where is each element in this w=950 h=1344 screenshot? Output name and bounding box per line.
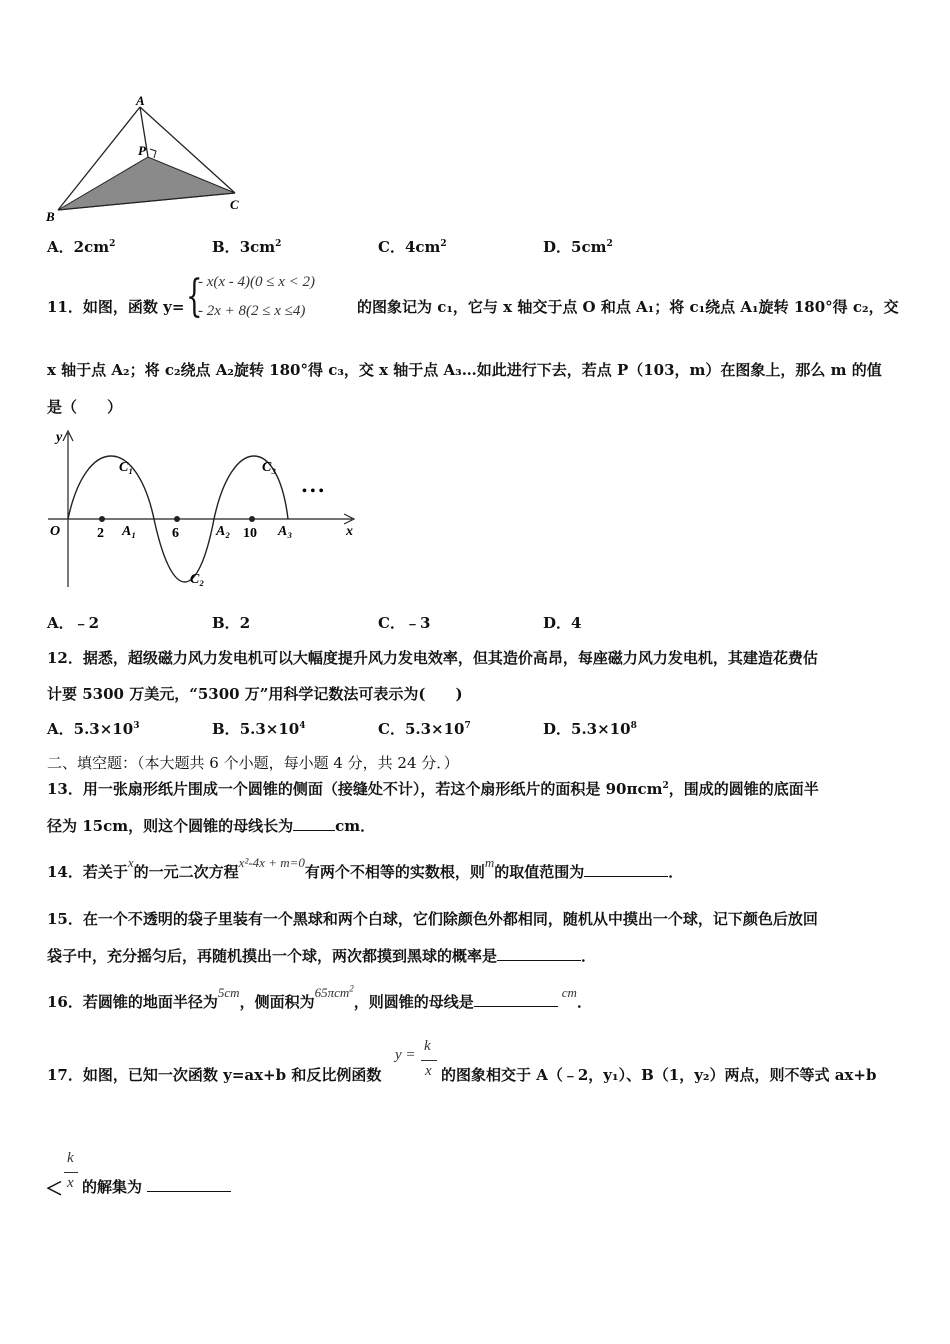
q10-option-c[interactable]: C．$4cm^2$ [378,238,447,256]
q10-option-b[interactable]: B．$3cm^2$ [212,238,282,256]
q11-option-b[interactable]: B．2 [212,614,251,632]
tick-2: 2 [97,526,104,541]
q17-y-equals: y = [395,1047,416,1063]
tick-6: 6 [172,526,179,541]
q13-answer-blank[interactable] [293,816,335,831]
q15-answer-blank[interactable] [497,946,581,961]
q10-option-d[interactable]: D．$5cm^2$ [543,238,613,256]
q17-line1-rest: 的图象相交于 A（﹣2，y₁）、B（1，y₂）两点，则不等式 ax+b [441,1066,877,1084]
wave-graph [44,425,364,593]
q17-answer-blank[interactable] [147,1177,231,1192]
q17-ineq-denominator: x [67,1175,74,1191]
q17-ineq-fraction-bar [64,1172,78,1173]
q16-answer-blank[interactable] [474,992,558,1007]
label-c1: C₁ [119,460,134,475]
q17-ineq-numerator: k [67,1150,74,1166]
piecewise-row-2: - 2x + 8(2 ≤ x ≤4) [198,303,306,319]
q12-line2: 计要 5300 万美元，“5300 万”用科学记数法可表示为( ) [47,685,463,703]
origin-label: O [50,524,61,539]
q17-line2: 的解集为 [82,1176,231,1197]
label-c2: C₂ [190,572,205,587]
q14-answer-blank[interactable] [584,862,668,877]
q17-fraction-bar [421,1060,437,1061]
q11-line3: 是（ ） [47,398,123,416]
q11-line2: x 轴于点 A₂；将 c₂绕点 A₂旋转 180°得 c₃，交 x 轴于点 A₃…如此进行下去，若点 P（103，m）在图象上，那么 m 的值 [47,361,882,379]
label-a3: A₃ [278,524,293,539]
q14-line: 14．若关于x的一元二次方程x²-4x + m=0有两个不相等的实数根，则m的取值范围为 ． [47,855,684,881]
q17-fraction-denominator: x [425,1063,432,1079]
q17-line1: 17．如图，已知一次函数 y=ax+b 和反比例函数 [47,1066,382,1084]
q11-line1: 的图象记为 c₁，它与 x 轴交于点 O 和点 A₁；将 c₁绕点 A₁旋转 180°得 c₂，交 [357,298,899,316]
label-a: A [136,95,145,108]
piecewise-row-1: - x(x - 4)(0 ≤ x < 2) [198,274,316,290]
q17-fraction-numerator: k [424,1038,431,1054]
point-10 [249,516,255,522]
tick-10: 10 [243,526,257,541]
q16-line: 16．若圆锥的地面半径为5cm，侧面积为65πcm$^2$，则圆锥的母线是cm． [47,983,592,1011]
label-a2: A₂ [216,524,231,539]
label-p: P [138,143,146,158]
section-heading: 二、填空题：（本大题共 6 个小题，每小题 4 分，共 24 分．） [47,754,459,772]
label-a1: A₁ [122,524,137,539]
q15-line2: 袋子中，充分摇匀后，再随机摸出一个球，两次都摸到黑球的概率是 ． [47,947,597,965]
point-6 [174,516,180,522]
q13-line2: 径为 15cm，则这个圆锥的母线长为 cm． [47,817,376,835]
label-c: C [230,197,239,212]
q10-option-a[interactable]: A．$2cm^2$ [47,238,116,256]
triangle-figure [40,95,260,225]
q11-option-d[interactable]: D．4 [543,614,582,632]
label-c3: C₃ [262,460,277,475]
q13-line1: 13．用一张扇形纸片围成一个圆锥的侧面（接缝处不计），若这个扇形纸片的面积是 90πcm$^2$，围成的圆锥的底面半 [47,780,819,798]
q12-option-c[interactable]: C．$5.3\times 10^7$ [378,720,471,738]
point-2 [99,516,105,522]
q15-line1: 15．在一个不透明的袋子里装有一个黑球和两个白球，它们除颜色外都相同，随机从中摸出一个球，记下颜色后放回 [47,910,818,928]
q11-prefix: 11．如图，函数 y= [47,298,185,316]
q12-option-d[interactable]: D．$5.3\times 10^8$ [543,720,637,738]
right-angle-mark [150,149,156,158]
continuation-dots: • • • [302,484,324,499]
y-axis-label: y [56,430,63,445]
piecewise-brace: { [186,272,203,323]
x-axis-label: x [346,524,353,539]
q12-option-a[interactable]: A．$5.3\times 10^3$ [47,720,140,738]
q17-less-than: ＜ [45,1179,63,1200]
q11-option-a[interactable]: A．﹣2 [47,614,100,632]
label-b: B [46,209,55,224]
q11-option-c[interactable]: C．﹣3 [378,614,431,632]
q12-option-b[interactable]: B．$5.3\times 10^4$ [212,720,306,738]
q12-line1: 12．据悉，超级磁力风力发电机可以大幅度提升风力发电效率，但其造价高昂，每座磁力风力发电机，其建造花费估 [47,649,818,667]
